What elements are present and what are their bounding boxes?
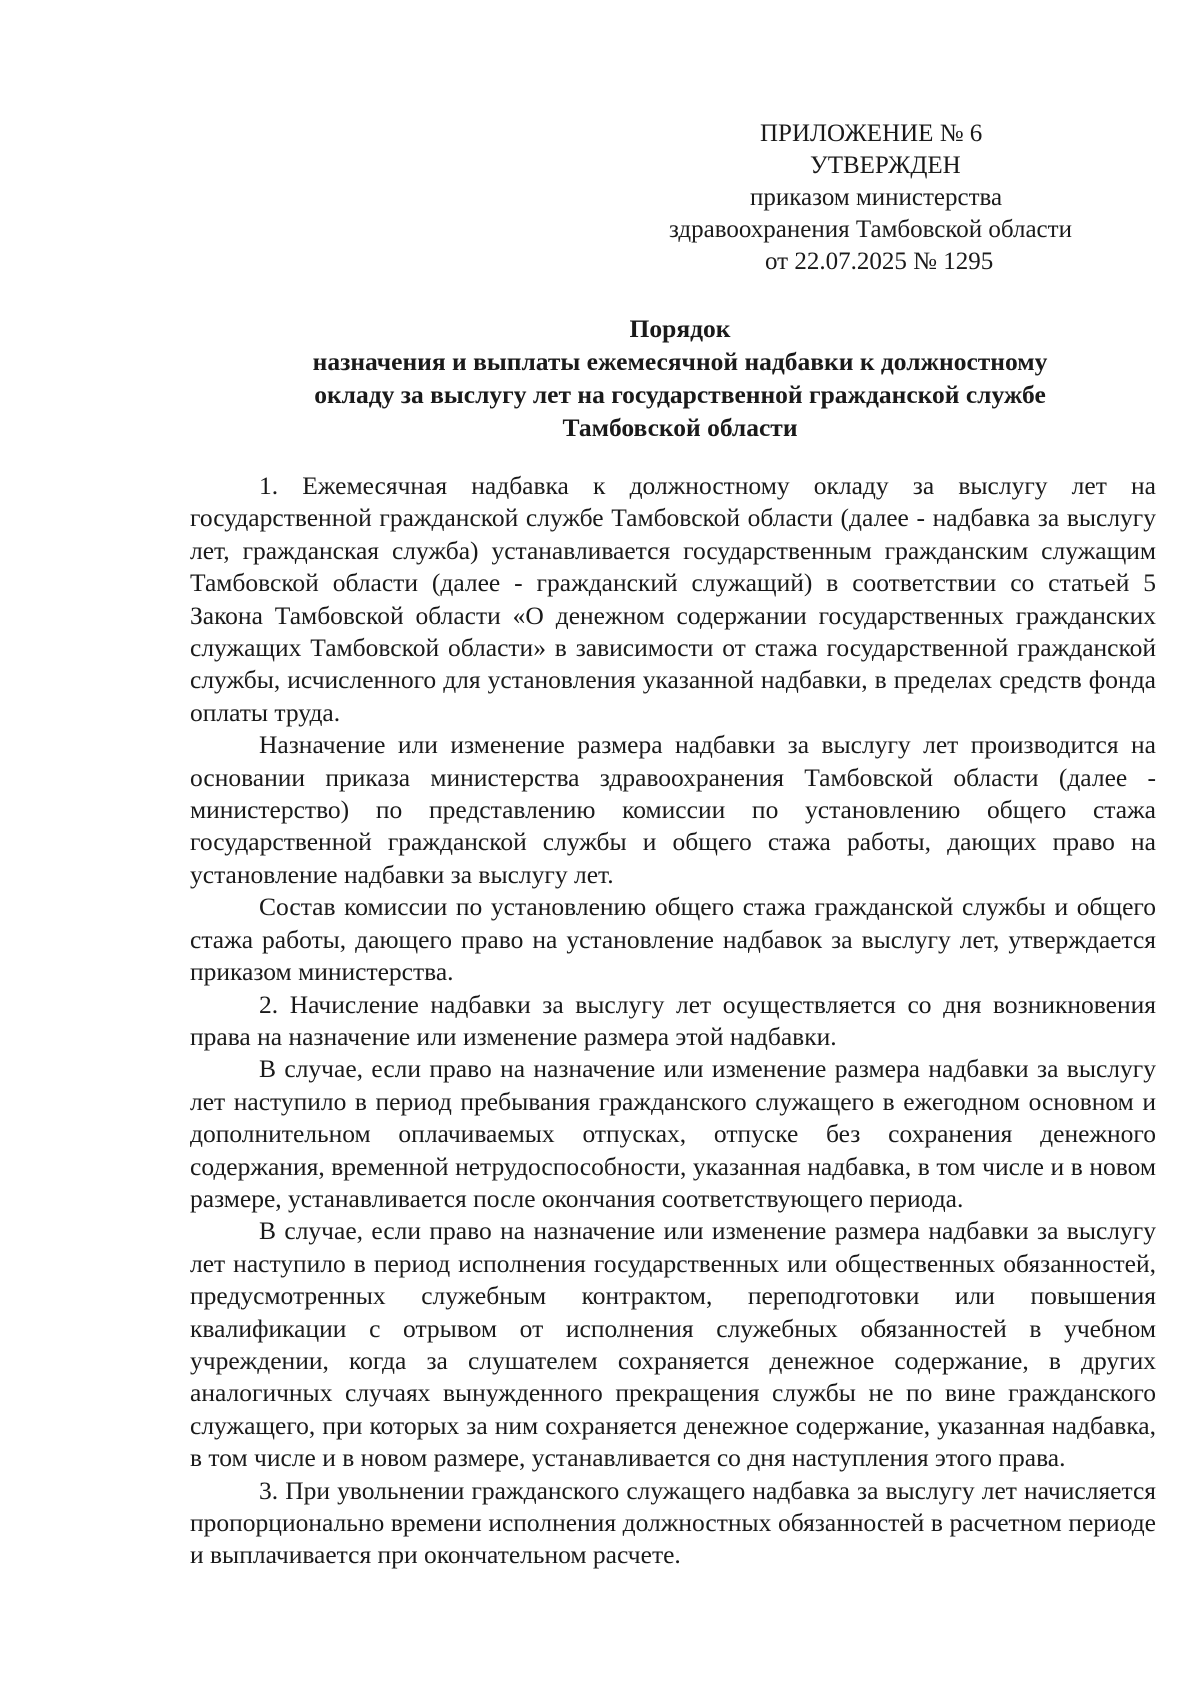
paragraph-4: 2. Начисление надбавки за выслугу лет осуществляется со дня возникновения права на назначение или изменение размера этой надбавки. bbox=[190, 989, 1156, 1051]
paragraph-6: В случае, если право на назначение или изменение размера надбавки за выслугу лет наступило в период исполнения государственных или общественных обязанностей, предусмотренных служебным контрактом, переподготовки или повышения квалификации с отрывом от исполнения служебных обязанностей в учебном учреждении, когда за слушателем сохраняется денежное содержание, в других аналогичных случаях вынужденного прекращения службы не по вине гражданского служащего, при которых за ним сохраняется денежное содержание, указанная надбавка, в том числе и в новом размере, устанавливается со дня наступления этого права. bbox=[190, 1216, 1156, 1473]
title-line-3: окладу за выслугу лет на государственной гражданской службе bbox=[314, 380, 1046, 409]
title-line-2: назначения и выплаты ежемесячной надбавки к должностному bbox=[312, 347, 1048, 376]
title-line-1: Порядок bbox=[629, 314, 731, 343]
approved-label: УТВЕРЖДЕН bbox=[810, 152, 961, 179]
paragraph-7: 3. При увольнении гражданского служащего надбавка за выслугу лет начисляется пропорционально времени исполнения должностных обязанностей в расчетном периоде и выплачивается при окончательном расчете. bbox=[190, 1475, 1156, 1570]
approval-ministry-line: здравоохранения Тамбовской области bbox=[669, 216, 1072, 243]
document-title bbox=[190, 312, 1170, 444]
paragraph-5: В случае, если право на назначение или изменение размера надбавки за выслугу лет наступило в период пребывания гражданского служащего в ежегодном основном и дополнительном оплачиваемых отпусках, отпуске без сохранения денежного содержания, временной нетрудоспособности, указанная надбавка, в том числе и в новом размере, устанавливается после окончания соответствующего периода. bbox=[190, 1054, 1156, 1213]
approval-stamp-block bbox=[660, 118, 1140, 278]
paragraph-2: Назначение или изменение размера надбавки за выслугу лет производится на основании приказа министерства здравоохранения Тамбовской области (далее - министерство) по представлению комиссии по установлению общего стажа государственной гражданской службы и общего стажа работы, дающих право на установление надбавки за выслугу лет. bbox=[190, 730, 1156, 889]
document-body bbox=[190, 470, 1156, 1572]
paragraph-3: Состав комиссии по установлению общего стажа гражданской службы и общего стажа работы, дающего право на установление надбавок за выслугу лет, утверждается приказом министерства. bbox=[190, 892, 1156, 987]
approval-date-number: от 22.07.2025 № 1295 bbox=[765, 248, 994, 275]
appendix-number: ПРИЛОЖЕНИЕ № 6 bbox=[760, 120, 983, 147]
paragraph-1: 1. Ежемесячная надбавка к должностному окладу за выслугу лет на государственной гражданской службе Тамбовской области (далее - надбавка за выслугу лет, гражданская служба) устанавливается государственным гражданским служащим Тамбовской области (далее - гражданский служащий) в соответствии со статьей 5 Закона Тамбовской области «О денежном содержании государственных гражданских служащих Тамбовской области» в зависимости от стажа государственной гражданской службы, исчисленного для установления указанной надбавки, в пределах средств фонда оплаты труда. bbox=[190, 471, 1156, 727]
title-line-4: Тамбовской области bbox=[562, 413, 798, 442]
approval-order-line: приказом министерства bbox=[750, 184, 1003, 211]
